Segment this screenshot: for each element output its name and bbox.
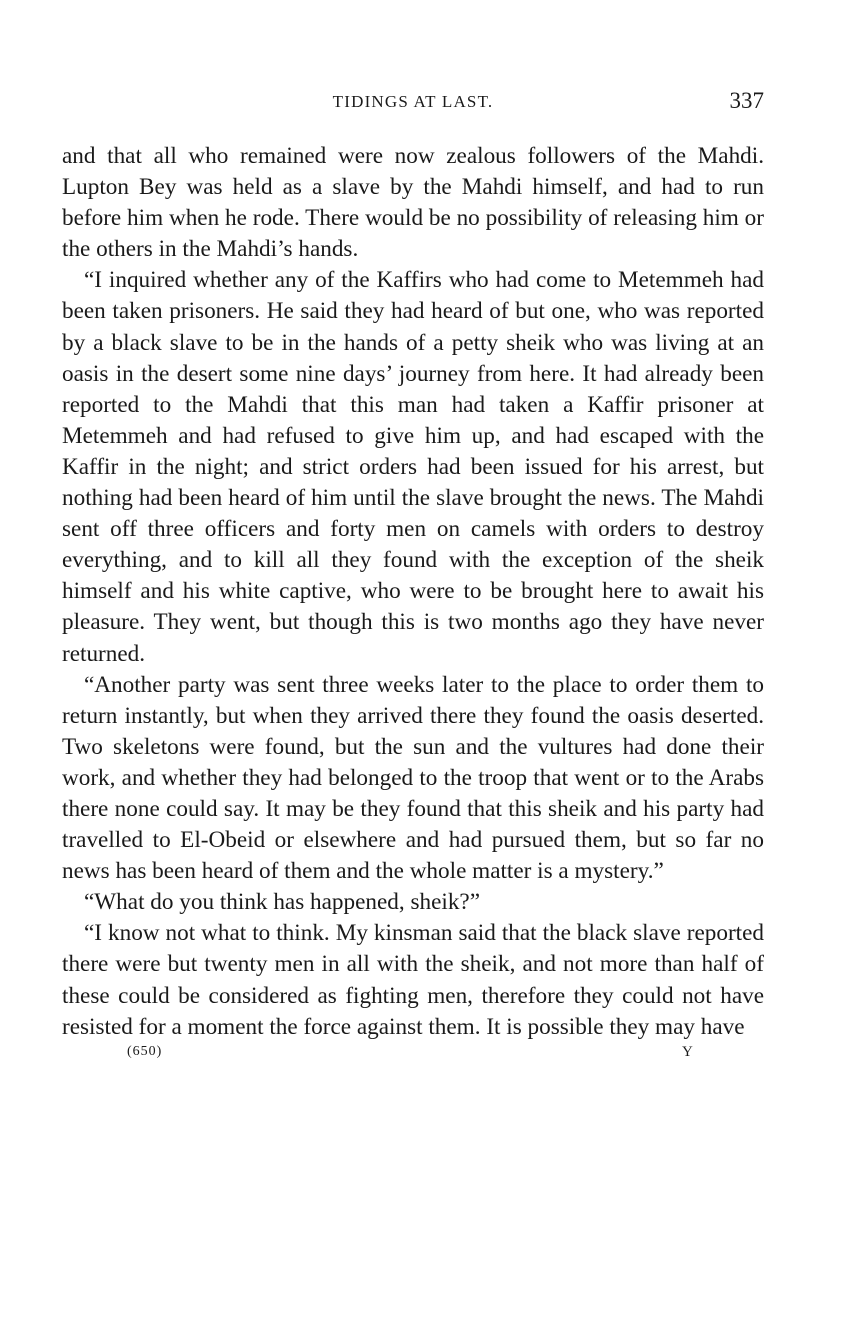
book-page: [62, 86, 764, 1068]
paragraph: “I inquired whether any of the Kaffirs who had come to Metemmeh had been taken prisoners. He said they had heard of but one, who was reported by a black slave to be in the hands of a petty sheik who was living at an oasis in the desert some nine days’ journey from here. It had already been reported to the Mahdi that this man had taken a Kaffir prisoner at Metemmeh and had refused to give him up, and had escaped with the Kaffir in the night; and strict orders had been issued for his arrest, but nothing had been heard of him until the slave brought the news. The Mahdi sent off three officers and forty men on camels with orders to destroy everything, and to kill all they found with the exception of the sheik himself and his white captive, who were to be brought here to await his pleasure. They went, but though this is two months ago they have never returned.: [62, 267, 764, 667]
printer-signature-letter: Y: [682, 1043, 693, 1060]
running-head: [62, 86, 764, 120]
page-number: 337: [729, 88, 764, 113]
paragraph-continued: and that all who remained were now zealous followers of the Mahdi. Lupton Bey was held as a slave by the Mahdi himself, and had to run before him when he rode. There would be no possibility of releasing him or the others in the Mahdi’s hands.: [62, 143, 764, 263]
printer-signature-number: (650): [127, 1043, 163, 1059]
paragraph: “What do you think has happened, sheik?”: [84, 889, 480, 916]
body-text: [62, 141, 764, 1043]
paragraph: “Another party was sent three weeks later to the place to order them to return instantly, but when they arrived there they found the oasis deserted. Two skeletons were found, but the sun and the vultures had done their work, and whether they had belonged to the troop that went or to the Arabs there none could say. It may be they found that this sheik and his party had travelled to El-Obeid or elsewhere and had pursued them, but so far no news has been heard of them and the whole matter is a mystery.”: [62, 671, 764, 885]
paragraph: “I know not what to think. My kinsman said that the black slave reported there were but twenty men in all with the sheik, and not more than half of these could be considered as fighting men, therefore they could not have resisted for a moment the force against them. It is possible they may have: [62, 920, 764, 1040]
running-title: TIDINGS AT LAST.: [332, 92, 494, 111]
page-footer: [62, 1044, 764, 1068]
